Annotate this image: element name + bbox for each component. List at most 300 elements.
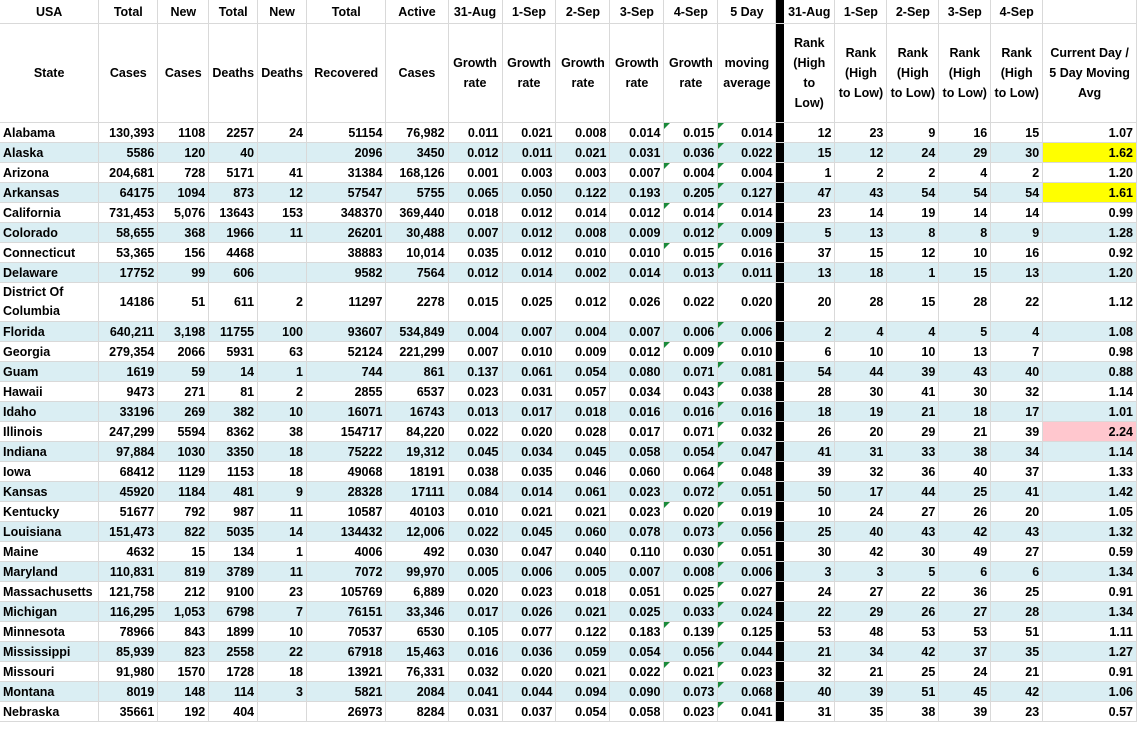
data-cell[interactable]: 0.023 [718,662,776,682]
data-cell[interactable]: 0.022 [718,143,776,163]
data-cell[interactable]: 1.08 [1043,322,1137,342]
data-cell[interactable]: 0.077 [502,622,556,642]
data-cell[interactable]: 1.20 [1043,263,1137,283]
data-cell[interactable]: 3 [835,562,887,582]
data-cell[interactable]: 14186 [99,283,158,322]
data-cell[interactable]: 987 [209,502,258,522]
data-cell[interactable]: 0.59 [1043,542,1137,562]
state-name-cell[interactable]: Montana [0,682,99,702]
data-cell[interactable]: 0.038 [718,382,776,402]
data-cell[interactable]: 51677 [99,502,158,522]
data-cell[interactable]: 0.023 [610,482,664,502]
data-cell[interactable]: 0.021 [556,502,610,522]
data-cell[interactable]: 10 [258,402,307,422]
data-cell[interactable]: 1 [784,163,835,183]
data-cell[interactable]: 247,299 [99,422,158,442]
data-cell[interactable]: 0.013 [664,263,718,283]
data-cell[interactable]: 1.34 [1043,562,1137,582]
data-cell[interactable]: 0.031 [448,702,502,722]
data-cell[interactable]: 17752 [99,263,158,283]
data-cell[interactable]: 0.020 [718,283,776,322]
data-cell[interactable]: 8284 [386,702,448,722]
data-cell[interactable]: 13 [835,223,887,243]
data-cell[interactable]: 0.045 [448,442,502,462]
data-cell[interactable]: 0.021 [664,662,718,682]
data-cell[interactable]: 42 [939,522,991,542]
data-cell[interactable]: 0.010 [610,243,664,263]
data-cell[interactable]: 0.002 [556,263,610,283]
data-cell[interactable]: 10 [258,622,307,642]
data-cell[interactable]: 5821 [307,682,386,702]
data-cell[interactable]: 0.084 [448,482,502,502]
data-cell[interactable]: 58,655 [99,223,158,243]
data-cell[interactable]: 0.017 [610,422,664,442]
data-cell[interactable]: 0.051 [610,582,664,602]
data-cell[interactable]: 18 [258,662,307,682]
data-cell[interactable]: 0.060 [556,522,610,542]
data-cell[interactable]: 0.011 [718,263,776,283]
data-cell[interactable]: 2 [258,283,307,322]
data-cell[interactable]: 0.020 [502,662,556,682]
data-cell[interactable]: 153 [258,203,307,223]
data-cell[interactable]: 8362 [209,422,258,442]
data-cell[interactable]: 21 [887,402,939,422]
data-cell[interactable]: 0.040 [556,542,610,562]
data-cell[interactable]: 20 [835,422,887,442]
data-cell[interactable]: 744 [307,362,386,382]
data-cell[interactable]: 53 [887,622,939,642]
data-cell[interactable]: 6537 [386,382,448,402]
data-cell[interactable]: 0.007 [610,322,664,342]
data-cell[interactable]: 4 [887,322,939,342]
data-cell[interactable]: 75222 [307,442,386,462]
data-cell[interactable]: 30,488 [386,223,448,243]
data-cell[interactable]: 0.058 [610,702,664,722]
data-cell[interactable]: 0.139 [664,622,718,642]
data-cell[interactable]: 1.32 [1043,522,1137,542]
data-cell[interactable]: 481 [209,482,258,502]
data-cell[interactable]: 6 [939,562,991,582]
data-cell[interactable]: 99,970 [386,562,448,582]
data-cell[interactable]: 0.012 [502,203,556,223]
data-cell[interactable]: 3,198 [158,322,209,342]
data-cell[interactable]: 0.037 [502,702,556,722]
data-cell[interactable]: 2 [258,382,307,402]
data-cell[interactable]: 0.030 [448,542,502,562]
data-cell[interactable]: 76,982 [386,123,448,143]
data-cell[interactable]: 0.125 [718,622,776,642]
data-cell[interactable]: 2278 [386,283,448,322]
data-cell[interactable]: 0.005 [556,562,610,582]
data-cell[interactable]: 12 [887,243,939,263]
data-cell[interactable]: 28 [991,602,1043,622]
data-cell[interactable]: 0.014 [664,203,718,223]
data-cell[interactable]: 0.080 [610,362,664,382]
data-cell[interactable]: 15 [784,143,835,163]
data-cell[interactable]: 0.009 [664,342,718,362]
data-cell[interactable]: 40 [784,682,835,702]
data-cell[interactable]: 14 [209,362,258,382]
data-cell[interactable]: 51 [991,622,1043,642]
data-cell[interactable]: 19 [835,402,887,422]
data-cell[interactable]: 0.021 [556,143,610,163]
data-cell[interactable]: 1108 [158,123,209,143]
data-cell[interactable]: 34 [991,442,1043,462]
data-cell[interactable]: 0.015 [664,243,718,263]
data-cell[interactable]: 0.072 [664,482,718,502]
data-cell[interactable]: 13 [784,263,835,283]
data-cell[interactable]: 27 [991,542,1043,562]
data-cell[interactable]: 14 [939,203,991,223]
data-cell[interactable]: 3450 [386,143,448,163]
state-name-cell[interactable]: Louisiana [0,522,99,542]
data-cell[interactable]: 0.046 [556,462,610,482]
state-name-cell[interactable]: Colorado [0,223,99,243]
data-cell[interactable]: 8 [887,223,939,243]
data-cell[interactable]: 30 [939,382,991,402]
data-cell[interactable]: 29 [887,422,939,442]
data-cell[interactable]: 15 [835,243,887,263]
data-cell[interactable]: 0.122 [556,183,610,203]
data-cell[interactable]: 0.038 [448,462,502,482]
data-cell[interactable]: 1 [887,263,939,283]
data-cell[interactable]: 1.14 [1043,382,1137,402]
data-cell[interactable]: 382 [209,402,258,422]
data-cell[interactable]: 0.008 [556,123,610,143]
data-cell[interactable]: 1 [258,362,307,382]
data-cell[interactable]: 121,758 [99,582,158,602]
data-cell[interactable]: 30 [991,143,1043,163]
data-cell[interactable]: 0.193 [610,183,664,203]
data-cell[interactable]: 97,884 [99,442,158,462]
state-name-cell[interactable]: Idaho [0,402,99,422]
data-cell[interactable]: 0.010 [448,502,502,522]
data-cell[interactable]: 1.61 [1043,183,1137,203]
data-cell[interactable]: 26 [939,502,991,522]
data-cell[interactable]: 0.047 [502,542,556,562]
data-cell[interactable]: 51 [158,283,209,322]
state-name-cell[interactable]: Delaware [0,263,99,283]
data-cell[interactable]: 67918 [307,642,386,662]
data-cell[interactable]: 0.054 [556,362,610,382]
data-cell[interactable]: 17111 [386,482,448,502]
data-cell[interactable]: 20 [991,502,1043,522]
state-name-cell[interactable]: Michigan [0,602,99,622]
data-cell[interactable]: 0.057 [556,382,610,402]
data-cell[interactable]: 0.012 [556,283,610,322]
data-cell[interactable]: 22 [258,642,307,662]
data-cell[interactable]: 39 [835,682,887,702]
data-cell[interactable]: 0.012 [610,342,664,362]
state-name-cell[interactable]: California [0,203,99,223]
data-cell[interactable]: 0.007 [448,223,502,243]
data-cell[interactable]: 12 [835,143,887,163]
data-cell[interactable]: 64175 [99,183,158,203]
data-cell[interactable]: 22 [887,582,939,602]
data-cell[interactable]: 32 [835,462,887,482]
data-cell[interactable]: 21 [784,642,835,662]
data-cell[interactable]: 0.007 [502,322,556,342]
data-cell[interactable]: 3 [258,682,307,702]
data-cell[interactable]: 41 [887,382,939,402]
state-name-cell[interactable]: Missouri [0,662,99,682]
data-cell[interactable]: 105769 [307,582,386,602]
data-cell[interactable]: 279,354 [99,342,158,362]
data-cell[interactable]: 43 [887,522,939,542]
data-cell[interactable]: 18 [258,462,307,482]
data-cell[interactable]: 39 [887,362,939,382]
data-cell[interactable]: 93607 [307,322,386,342]
data-cell[interactable]: 76,331 [386,662,448,682]
data-cell[interactable]: 0.047 [718,442,776,462]
data-cell[interactable]: 11 [258,562,307,582]
data-cell[interactable]: 271 [158,382,209,402]
data-cell[interactable]: 0.048 [718,462,776,482]
data-cell[interactable]: 41 [991,482,1043,502]
data-cell[interactable]: 0.044 [502,682,556,702]
data-cell[interactable]: 19,312 [386,442,448,462]
data-cell[interactable]: 10 [887,342,939,362]
data-cell[interactable]: 13 [991,263,1043,283]
data-cell[interactable]: 0.033 [664,602,718,622]
data-cell[interactable]: 0.012 [610,203,664,223]
data-cell[interactable]: 0.018 [556,582,610,602]
data-cell[interactable]: 53 [939,622,991,642]
data-cell[interactable]: 0.011 [448,123,502,143]
data-cell[interactable]: 50 [784,482,835,502]
data-cell[interactable]: 20 [784,283,835,322]
data-cell[interactable]: 0.013 [448,402,502,422]
data-cell[interactable]: 212 [158,582,209,602]
data-cell[interactable]: 21 [991,662,1043,682]
data-cell[interactable]: 0.065 [448,183,502,203]
data-cell[interactable]: 0.105 [448,622,502,642]
data-cell[interactable]: 0.006 [718,322,776,342]
data-cell[interactable]: 0.009 [556,342,610,362]
data-cell[interactable]: 35 [991,642,1043,662]
data-cell[interactable]: 63 [258,342,307,362]
data-cell[interactable]: 16 [939,123,991,143]
data-cell[interactable]: 99 [158,263,209,283]
data-cell[interactable]: 32 [784,662,835,682]
data-cell[interactable]: 0.031 [610,143,664,163]
data-cell[interactable]: 54 [887,183,939,203]
state-name-cell[interactable]: Kansas [0,482,99,502]
data-cell[interactable]: 0.99 [1043,203,1137,223]
data-cell[interactable]: 42 [835,542,887,562]
data-cell[interactable]: 1.34 [1043,602,1137,622]
data-cell[interactable]: 492 [386,542,448,562]
data-cell[interactable]: 0.91 [1043,582,1137,602]
data-cell[interactable]: 2 [835,163,887,183]
data-cell[interactable]: 0.023 [664,702,718,722]
state-name-cell[interactable]: Alaska [0,143,99,163]
data-cell[interactable]: 1.11 [1043,622,1137,642]
data-cell[interactable]: 28 [784,382,835,402]
data-cell[interactable]: 0.012 [664,223,718,243]
data-cell[interactable]: 39 [784,462,835,482]
data-cell[interactable]: 0.034 [610,382,664,402]
data-cell[interactable]: 25 [887,662,939,682]
data-cell[interactable]: 368 [158,223,209,243]
data-cell[interactable]: 7564 [386,263,448,283]
data-cell[interactable]: 861 [386,362,448,382]
data-cell[interactable]: 204,681 [99,163,158,183]
data-cell[interactable]: 27 [887,502,939,522]
data-cell[interactable]: 53,365 [99,243,158,263]
data-cell[interactable]: 0.004 [448,322,502,342]
data-cell[interactable]: 0.022 [448,422,502,442]
data-cell[interactable]: 0.061 [502,362,556,382]
data-cell[interactable]: 0.009 [610,223,664,243]
data-cell[interactable]: 43 [991,522,1043,542]
data-cell[interactable]: 0.006 [718,562,776,582]
data-cell[interactable]: 43 [835,183,887,203]
data-cell[interactable]: 0.020 [448,582,502,602]
data-cell[interactable]: 0.026 [610,283,664,322]
data-cell[interactable]: 0.110 [610,542,664,562]
data-cell[interactable]: 16 [991,243,1043,263]
data-cell[interactable]: 30 [784,542,835,562]
data-cell[interactable]: 0.007 [610,562,664,582]
data-cell[interactable]: 0.041 [448,682,502,702]
data-cell[interactable]: 0.024 [718,602,776,622]
data-cell[interactable]: 0.004 [556,322,610,342]
data-cell[interactable]: 11 [258,502,307,522]
data-cell[interactable]: 23 [835,123,887,143]
data-cell[interactable]: 54 [784,362,835,382]
data-cell[interactable]: 0.92 [1043,243,1137,263]
data-cell[interactable]: 43 [939,362,991,382]
data-cell[interactable]: 1.12 [1043,283,1137,322]
data-cell[interactable]: 9100 [209,582,258,602]
data-cell[interactable]: 0.020 [502,422,556,442]
data-cell[interactable]: 0.183 [610,622,664,642]
data-cell[interactable]: 22 [991,283,1043,322]
data-cell[interactable]: 41 [258,163,307,183]
data-cell[interactable]: 2 [784,322,835,342]
data-cell[interactable]: 36 [887,462,939,482]
data-cell[interactable]: 2558 [209,642,258,662]
data-cell[interactable]: 3350 [209,442,258,462]
data-cell[interactable]: 11 [258,223,307,243]
data-cell[interactable]: 1094 [158,183,209,203]
data-cell[interactable]: 19 [887,203,939,223]
data-cell[interactable]: 0.050 [502,183,556,203]
data-cell[interactable]: 36 [939,582,991,602]
data-cell[interactable]: 728 [158,163,209,183]
state-name-cell[interactable]: Indiana [0,442,99,462]
data-cell[interactable]: 0.022 [448,522,502,542]
data-cell[interactable]: 0.043 [664,382,718,402]
data-cell[interactable]: 15 [158,542,209,562]
data-cell[interactable]: 0.004 [718,163,776,183]
data-cell[interactable]: 14 [258,522,307,542]
data-cell[interactable]: 0.045 [556,442,610,462]
data-cell[interactable]: 24 [258,123,307,143]
data-cell[interactable]: 0.007 [610,163,664,183]
data-cell[interactable]: 6,889 [386,582,448,602]
state-name-cell[interactable]: Arkansas [0,183,99,203]
data-cell[interactable]: 13643 [209,203,258,223]
data-cell[interactable]: 134432 [307,522,386,542]
state-name-cell[interactable]: Mississippi [0,642,99,662]
data-cell[interactable]: 8019 [99,682,158,702]
data-cell[interactable]: 0.014 [556,203,610,223]
data-cell[interactable]: 1966 [209,223,258,243]
data-cell[interactable]: 29 [939,143,991,163]
data-cell[interactable]: 0.056 [718,522,776,542]
data-cell[interactable]: 37 [784,243,835,263]
data-cell[interactable]: 1.14 [1043,442,1137,462]
data-cell[interactable]: 0.054 [610,642,664,662]
data-cell[interactable]: 1184 [158,482,209,502]
data-cell[interactable]: 0.022 [664,283,718,322]
data-cell[interactable]: 18 [939,402,991,422]
data-cell[interactable]: 0.015 [448,283,502,322]
data-cell[interactable]: 1.05 [1043,502,1137,522]
data-cell[interactable]: 6798 [209,602,258,622]
data-cell[interactable]: 29 [835,602,887,622]
data-cell[interactable]: 9 [887,123,939,143]
data-cell[interactable]: 130,393 [99,123,158,143]
data-cell[interactable]: 0.001 [448,163,502,183]
data-cell[interactable]: 606 [209,263,258,283]
data-cell[interactable]: 10,014 [386,243,448,263]
data-cell[interactable]: 49 [939,542,991,562]
data-cell[interactable]: 0.021 [556,602,610,622]
data-cell[interactable]: 0.025 [610,602,664,622]
data-cell[interactable]: 14 [991,203,1043,223]
data-cell[interactable]: 6530 [386,622,448,642]
data-cell[interactable]: 151,473 [99,522,158,542]
data-cell[interactable]: 0.012 [502,223,556,243]
data-cell[interactable]: 23 [991,702,1043,722]
state-name-cell[interactable]: Alabama [0,123,99,143]
data-cell[interactable]: 37 [939,642,991,662]
data-cell[interactable]: 13921 [307,662,386,682]
data-cell[interactable]: 0.017 [502,402,556,422]
data-cell[interactable]: 0.007 [448,342,502,362]
data-cell[interactable]: 0.010 [718,342,776,362]
data-cell[interactable] [258,243,307,263]
data-cell[interactable]: 10 [784,502,835,522]
data-cell[interactable]: 0.020 [664,502,718,522]
data-cell[interactable]: 0.021 [502,123,556,143]
data-cell[interactable]: 40 [939,462,991,482]
data-cell[interactable]: 0.137 [448,362,502,382]
data-cell[interactable]: 1 [258,542,307,562]
data-cell[interactable]: 51154 [307,123,386,143]
data-cell[interactable]: 0.073 [664,682,718,702]
data-cell[interactable]: 0.009 [718,223,776,243]
data-cell[interactable]: 42 [991,682,1043,702]
data-cell[interactable]: 17 [835,482,887,502]
data-cell[interactable]: 24 [784,582,835,602]
data-cell[interactable]: 18 [835,263,887,283]
data-cell[interactable]: 0.008 [556,223,610,243]
data-cell[interactable]: 38883 [307,243,386,263]
data-cell[interactable]: 269 [158,402,209,422]
data-cell[interactable]: 534,849 [386,322,448,342]
data-cell[interactable]: 116,295 [99,602,158,622]
data-cell[interactable]: 0.035 [448,243,502,263]
data-cell[interactable]: 42 [887,642,939,662]
data-cell[interactable]: 10587 [307,502,386,522]
state-name-cell[interactable]: Nebraska [0,702,99,722]
data-cell[interactable]: 0.016 [718,243,776,263]
data-cell[interactable]: 0.035 [502,462,556,482]
